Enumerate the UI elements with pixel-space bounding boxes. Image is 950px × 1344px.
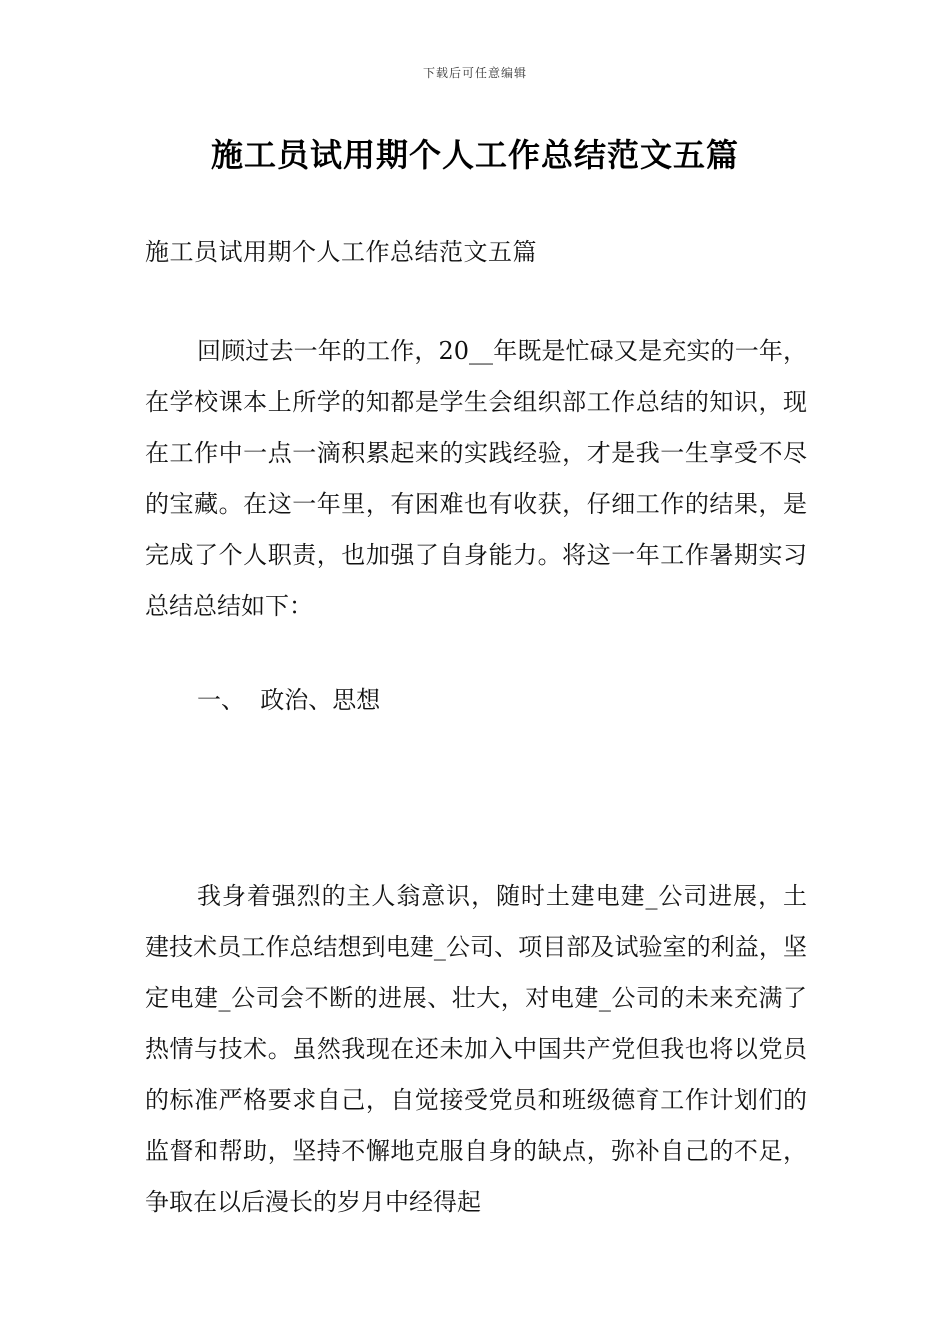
body-paragraph-ownership: 我身着强烈的主人翁意识，随时土建电建_公司进展，土建技术员工作总结想到电建_公司、项目部及试验室的利益，坚定电建_公司会不断的进展、壮大，对电建_公司的未来充满了热情与技术。虽然我现在还未加入中国共产党但我也将以党员的标准严格要求自己，自觉接受党员和班级德育工作计划们的监督和帮助，坚持不懈地克服自身的缺点，弥补自己的不足，争取在以后漫长的岁月中经得起 [145, 882, 807, 1216]
section-heading-politics: 一、 政治、思想 [197, 686, 381, 714]
document-title: 施工员试用期个人工作总结范文五篇 [210, 136, 739, 174]
body-paragraph-review: 回顾过去一年的工作，20__年既是忙碌又是充实的一年，在学校课本上所学的知都是学生会组织部工作总结的知识，现在工作中一点一滴积累起来的实践经验，才是我一生享受不尽的宝藏。在这一年里，有困难也有收获，仔细工作的结果，是完成了个人职责，也加强了自身能力。将这一年工作暑期实习总结总结如下： [145, 337, 807, 620]
document-subtitle: 施工员试用期个人工作总结范文五篇 [145, 238, 537, 266]
header-note: 下载后可任意编辑 [422, 66, 527, 80]
